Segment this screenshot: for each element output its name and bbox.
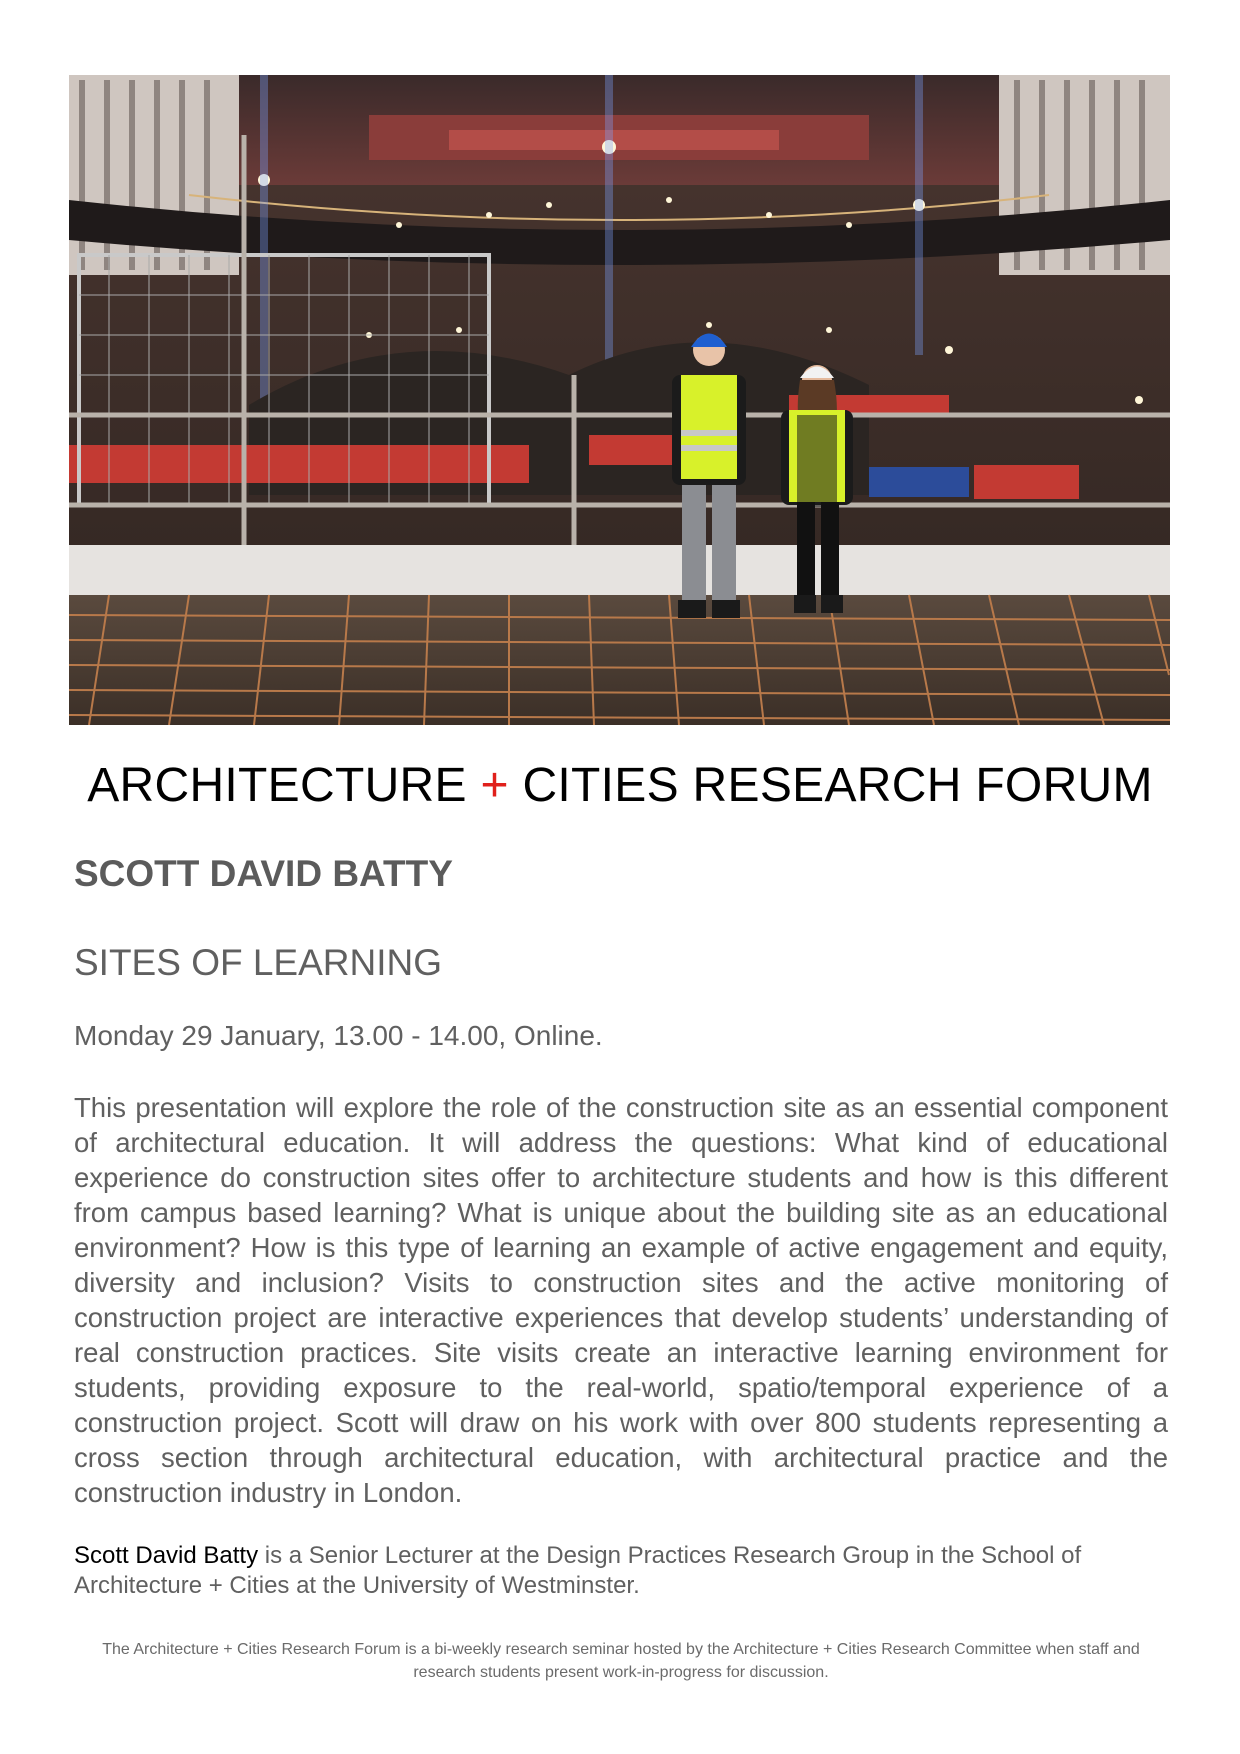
forum-title [0,758,1240,813]
speaker-bio [74,1541,1168,1601]
talk-abstract: This presentation will explore the role of the construction site as an essential component of architectural education. It will address the questions: What kind of educational experience do construction sites offer to architecture students and how is this different from campus based learning? What is unique about the building site as an educational environment? How is this type of learning an example of active engagement and equity, diversity and inclusion? Visits to construction sites and the active monitoring of construction project are interactive experiences that develop students’ understanding of real construction practices. Site visits create an interactive learning environment for students, providing exposure to the real-world, spatio/temporal experience of a construction project. Scott will draw on his work with over 800 students representing a cross section through architectural education, with architectural practice and the construction industry in London. [74,1092,1168,1508]
event-datetime: Monday 29 January, 13.00 - 14.00, Online. [74,1020,603,1051]
forum-title-part1: ARCHITECTURE [87,759,467,812]
forum-title-plus: + [480,759,509,812]
bio-speaker-name: Scott David Batty [74,1542,259,1569]
construction-site-illustration [69,75,1170,725]
forum-title-part2: CITIES RESEARCH FORUM [522,759,1153,812]
event-photo [69,75,1170,725]
speaker-name: SCOTT DAVID BATTY [74,853,453,894]
talk-title: SITES OF LEARNING [74,942,443,983]
forum-footnote: The Architecture + Cities Research Forum is a bi-weekly research seminar hosted by the Architecture + Cities Research Committee when staff and research students present work-in-progress for discussion. [102,1641,1140,1681]
bio-text: is a Senior Lecturer at the Design Practices Research Group in the School of Architecture + Cities at the University of Westminster. [74,1542,1082,1599]
